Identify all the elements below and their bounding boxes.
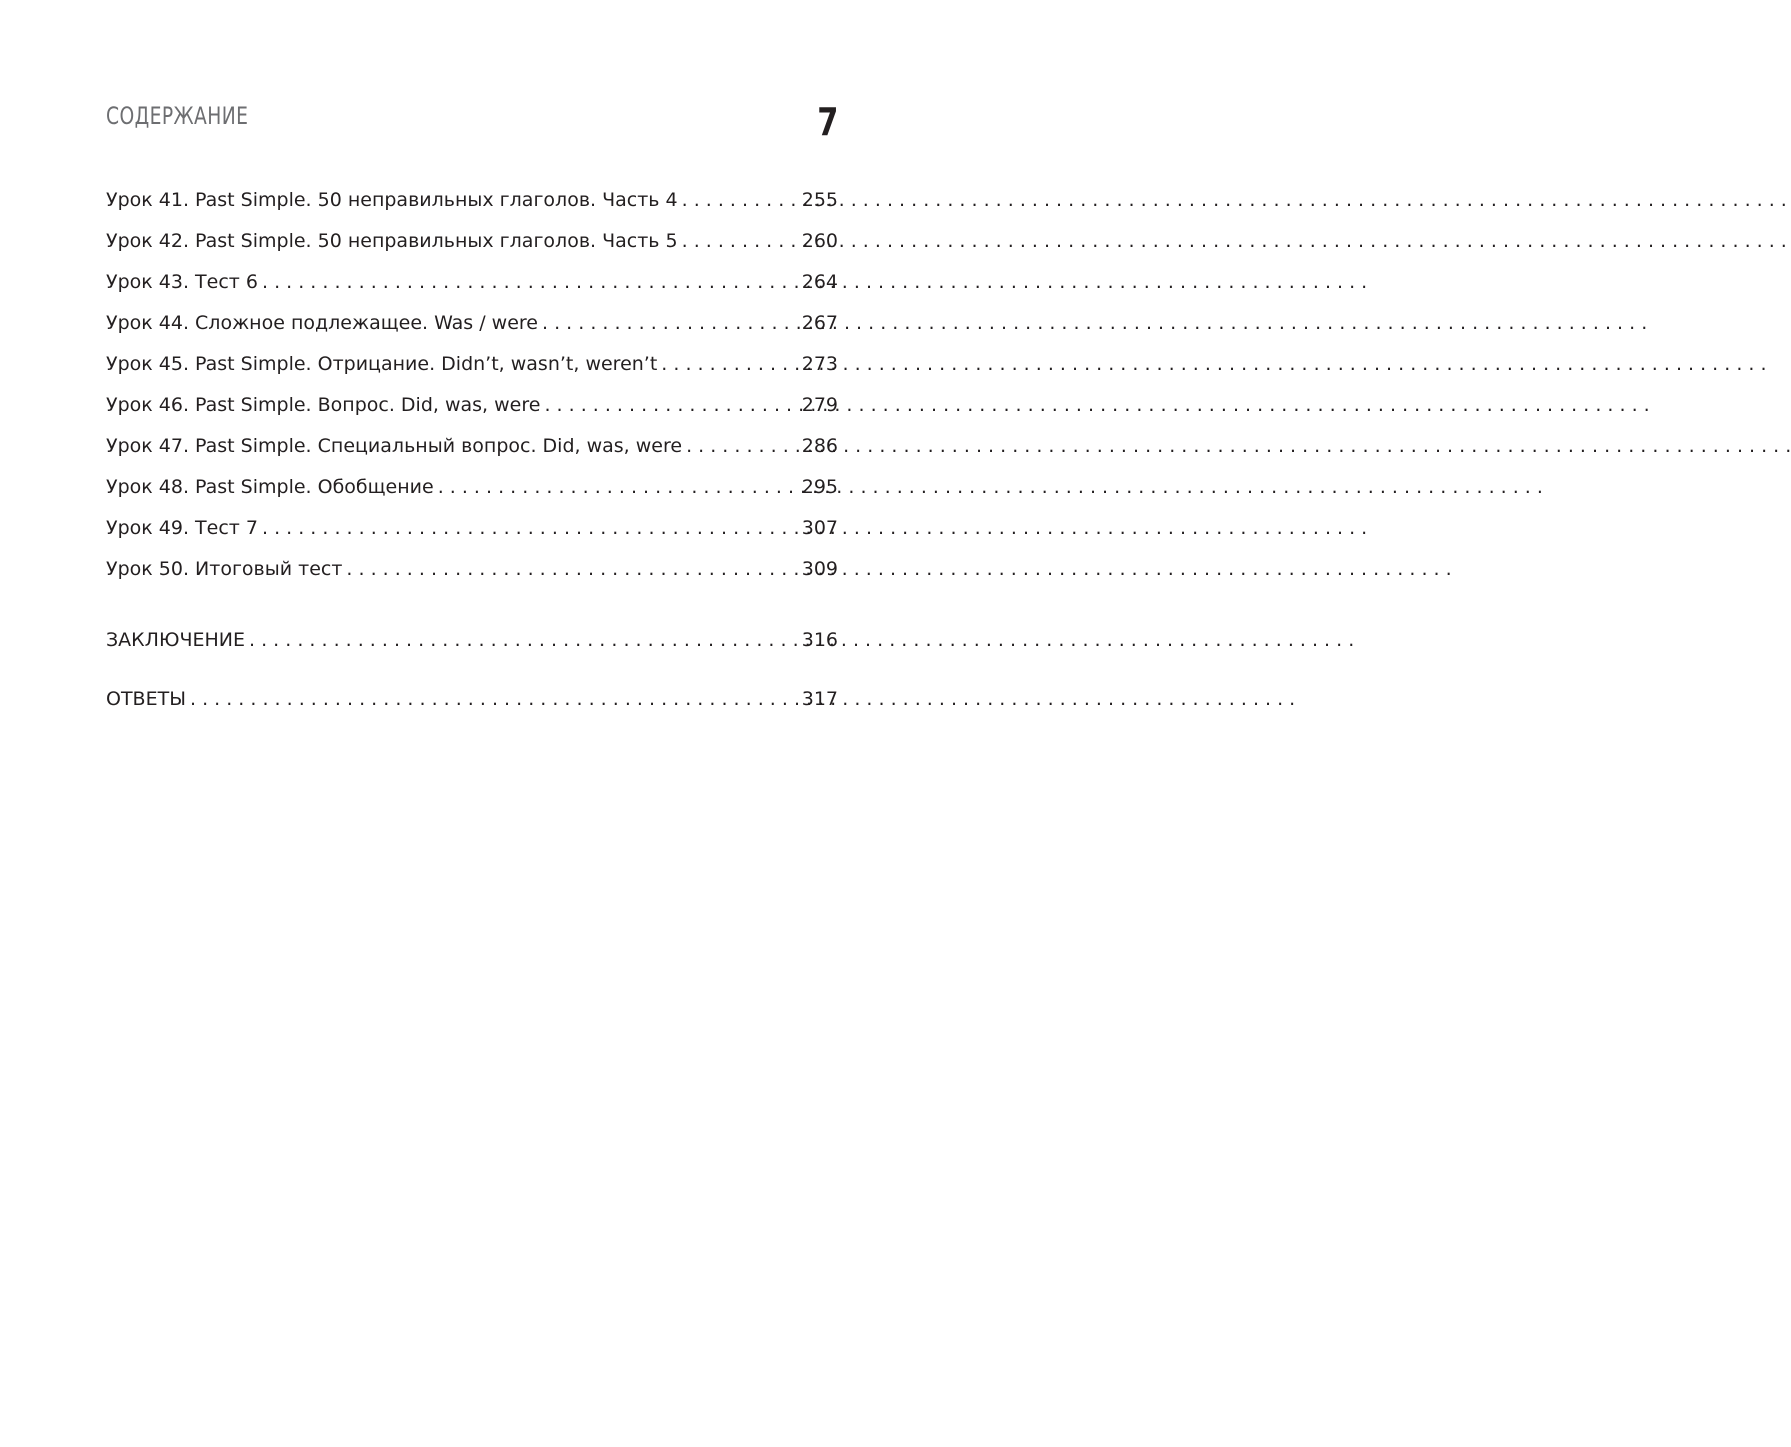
toc-entry-lesson-49 <box>106 512 838 553</box>
table-of-contents <box>106 184 838 724</box>
dot-leader <box>190 683 798 715</box>
toc-entry-answers <box>106 683 838 724</box>
dot-leader <box>682 184 798 216</box>
toc-entry-title: Урок 50. Итоговый тест <box>106 558 343 580</box>
toc-entry-page: 279 <box>801 394 838 416</box>
toc-entry-lesson-46 <box>106 389 838 430</box>
toc-entry-lesson-50 <box>106 553 838 594</box>
dot-leader <box>661 348 797 380</box>
toc-entry-lesson-44 <box>106 307 838 348</box>
toc-entry-page: 309 <box>801 558 838 580</box>
toc-entry-conclusion <box>106 624 838 665</box>
toc-entry-lesson-48 <box>106 471 838 512</box>
dot-leader <box>438 471 798 503</box>
toc-entry-title: Урок 48. Past Simple. Обобщение <box>106 476 434 498</box>
toc-entry-title: Урок 44. Сложное подлежащее. Was / were <box>106 312 538 334</box>
toc-entry-lesson-47 <box>106 430 838 471</box>
page-number: 7 <box>816 100 838 144</box>
dot-leader <box>542 307 798 339</box>
toc-entry-lesson-43 <box>106 266 838 307</box>
dot-leader <box>249 624 798 656</box>
toc-entry-page: 267 <box>801 312 838 334</box>
dot-leader <box>346 553 797 585</box>
toc-entry-page: 307 <box>801 517 838 539</box>
toc-entry-title: ОТВЕТЫ <box>106 688 186 710</box>
running-head: СОДЕРЖАНИЕ <box>106 102 249 130</box>
dot-leader <box>682 225 798 257</box>
toc-entry-lesson-42 <box>106 225 838 266</box>
toc-entry-page: 295 <box>801 476 838 498</box>
toc-entry-page: 317 <box>801 688 838 710</box>
dot-leader <box>686 430 798 462</box>
toc-entry-title: Урок 43. Тест 6 <box>106 271 258 293</box>
toc-entry-title: Урок 46. Past Simple. Вопрос. Did, was, were <box>106 394 541 416</box>
dot-leader <box>262 512 798 544</box>
toc-entry-lesson-45 <box>106 348 838 389</box>
toc-entry-title: Урок 49. Тест 7 <box>106 517 258 539</box>
toc-entry-title: Урок 47. Past Simple. Специальный вопрос. Did, was, were <box>106 435 683 457</box>
toc-entry-page: 273 <box>801 353 838 375</box>
toc-entry-page: 255 <box>801 189 838 211</box>
toc-entry-title: Урок 41. Past Simple. 50 неправильных глаголов. Часть 4 <box>106 189 678 211</box>
toc-entry-title: Урок 42. Past Simple. 50 неправильных глаголов. Часть 5 <box>106 230 678 252</box>
toc-entry-lesson-41 <box>106 184 838 225</box>
toc-entry-page: 286 <box>801 435 838 457</box>
toc-entry-title: ЗАКЛЮЧЕНИЕ <box>106 629 246 651</box>
dot-leader <box>544 389 797 421</box>
toc-entry-title: Урок 45. Past Simple. Отрицание. Didn’t, wasn’t, weren’t <box>106 353 658 375</box>
toc-entry-page: 260 <box>801 230 838 252</box>
dot-leader <box>262 266 798 298</box>
toc-entry-page: 264 <box>801 271 838 293</box>
toc-entry-page: 316 <box>801 629 838 651</box>
